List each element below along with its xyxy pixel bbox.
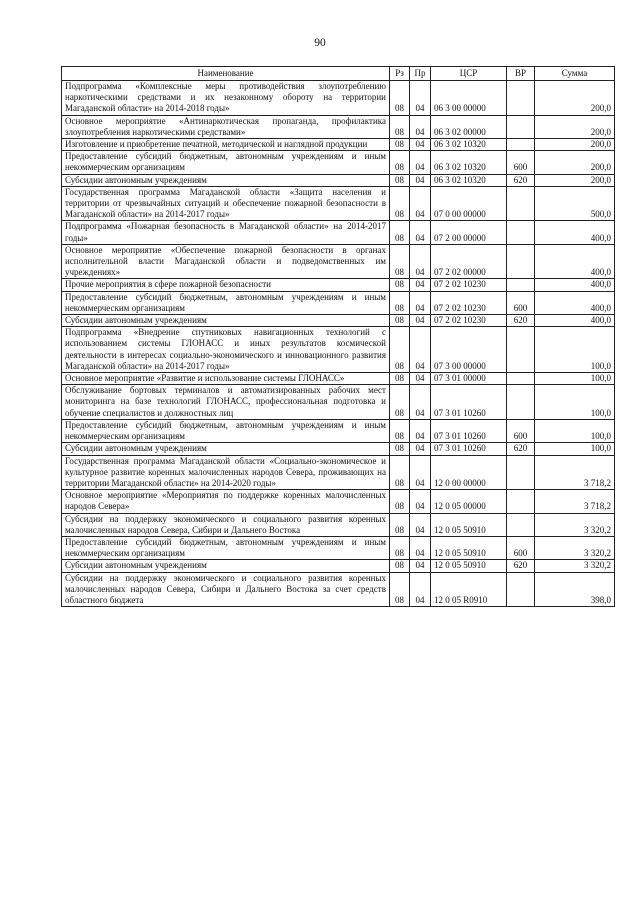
row-pr: 04 xyxy=(410,455,431,490)
row-name: Основное мероприятие «Обеспечение пожарной безопасности в органах исполнительной власти Магаданской области и подведомственных им учреждениях» xyxy=(62,244,390,279)
row-rz: 08 xyxy=(390,327,410,373)
row-name: Субсидии автономным учреждениям xyxy=(62,560,390,572)
table-row xyxy=(62,572,615,607)
row-vr: 600 xyxy=(507,291,535,314)
row-pr: 04 xyxy=(410,536,431,559)
row-sum: 500,0 xyxy=(535,186,615,221)
row-sum: 200,0 xyxy=(535,139,615,151)
row-vr xyxy=(507,186,535,221)
row-sum: 200,0 xyxy=(535,174,615,186)
row-name: Предоставление субсидий бюджетным, автономным учреждениям и иным некоммерческим организациям xyxy=(62,536,390,559)
row-sum: 3 320,2 xyxy=(535,536,615,559)
row-name: Прочие мероприятия в сфере пожарной безопасности xyxy=(62,279,390,291)
row-vr xyxy=(507,115,535,138)
row-name: Предоставление субсидий бюджетным, автономным учреждениям и иным некоммерческим организациям xyxy=(62,151,390,174)
row-csr: 07 3 01 10260 xyxy=(431,385,507,420)
table-row xyxy=(62,536,615,559)
row-sum: 200,0 xyxy=(535,151,615,174)
row-pr: 04 xyxy=(410,513,431,536)
row-vr: 620 xyxy=(507,315,535,327)
row-sum: 3 320,2 xyxy=(535,513,615,536)
table-row xyxy=(62,221,615,244)
row-rz: 08 xyxy=(390,513,410,536)
row-pr: 04 xyxy=(410,443,431,455)
row-vr: 620 xyxy=(507,560,535,572)
table-row xyxy=(62,385,615,420)
table-row xyxy=(62,560,615,572)
table-row xyxy=(62,139,615,151)
row-csr: 07 0 00 00000 xyxy=(431,186,507,221)
row-csr: 12 0 05 50910 xyxy=(431,560,507,572)
row-sum: 400,0 xyxy=(535,315,615,327)
row-pr: 04 xyxy=(410,560,431,572)
row-rz: 08 xyxy=(390,115,410,138)
row-name: Подпрограмма «Пожарная безопасность в Магаданской области» на 2014-2017 годы» xyxy=(62,221,390,244)
row-rz: 08 xyxy=(390,560,410,572)
row-sum: 400,0 xyxy=(535,244,615,279)
row-vr xyxy=(507,81,535,116)
row-sum: 398,0 xyxy=(535,572,615,607)
header-pr: Пр xyxy=(410,67,431,81)
row-rz: 08 xyxy=(390,291,410,314)
row-sum: 3 320,2 xyxy=(535,560,615,572)
row-csr: 07 3 00 00000 xyxy=(431,327,507,373)
row-csr: 06 3 02 00000 xyxy=(431,115,507,138)
table-row xyxy=(62,327,615,373)
row-rz: 08 xyxy=(390,151,410,174)
row-vr xyxy=(507,385,535,420)
row-rz: 08 xyxy=(390,186,410,221)
row-pr: 04 xyxy=(410,291,431,314)
table-row xyxy=(62,81,615,116)
row-name: Государственная программа Магаданской области «Защита населения и территории от чрезвычайных ситуаций и обеспечение пожарной безопасности в Магаданской области» на 2014-2017 годы» xyxy=(62,186,390,221)
row-sum: 200,0 xyxy=(535,81,615,116)
row-csr: 07 2 02 10230 xyxy=(431,291,507,314)
row-csr: 06 3 02 10320 xyxy=(431,174,507,186)
row-vr: 600 xyxy=(507,419,535,442)
row-sum: 100,0 xyxy=(535,419,615,442)
row-name: Субсидии автономным учреждениям xyxy=(62,315,390,327)
table-row xyxy=(62,151,615,174)
row-name: Государственная программа Магаданской области «Социально-экономическое и культурное развитие коренных малочисленных народов Севера, проживающих на территории Магаданской области» на 2014-2020 годы» xyxy=(62,455,390,490)
row-vr xyxy=(507,373,535,385)
header-sum: Сумма xyxy=(535,67,615,81)
table-row xyxy=(62,490,615,513)
table-row xyxy=(62,174,615,186)
row-rz: 08 xyxy=(390,572,410,607)
row-pr: 04 xyxy=(410,373,431,385)
row-csr: 12 0 05 00000 xyxy=(431,490,507,513)
row-sum: 400,0 xyxy=(535,279,615,291)
row-name: Субсидии автономным учреждениям xyxy=(62,443,390,455)
table-header-row xyxy=(62,67,615,81)
row-sum: 200,0 xyxy=(535,115,615,138)
header-name: Наименование xyxy=(62,67,390,81)
row-vr xyxy=(507,327,535,373)
row-pr: 04 xyxy=(410,244,431,279)
row-pr: 04 xyxy=(410,419,431,442)
row-vr: 600 xyxy=(507,536,535,559)
row-csr: 07 3 01 10260 xyxy=(431,419,507,442)
row-sum: 100,0 xyxy=(535,443,615,455)
row-pr: 04 xyxy=(410,81,431,116)
row-name: Основное мероприятие «Развитие и использование системы ГЛОНАСС» xyxy=(62,373,390,385)
row-name: Обслуживание бортовых терминалов и автоматизированных рабочих мест мониторинга на базе технологий ГЛОНАСС, профессиональная подготовка и обучение специалистов и должностных лиц xyxy=(62,385,390,420)
row-name: Подпрограмма «Внедрение спутниковых навигационных технологий с использованием системы ГЛОНАСС и иных результатов космической деятельности в интересах социально-экономического и инновационного развития Магаданской области» на 2014-2017 годы» xyxy=(62,327,390,373)
table-row xyxy=(62,244,615,279)
row-vr xyxy=(507,513,535,536)
row-vr xyxy=(507,244,535,279)
row-rz: 08 xyxy=(390,443,410,455)
row-pr: 04 xyxy=(410,174,431,186)
row-vr xyxy=(507,221,535,244)
table-row xyxy=(62,291,615,314)
row-name: Основное мероприятие «Мероприятия по поддержке коренных малочисленных народов Севера» xyxy=(62,490,390,513)
row-csr: 07 2 02 00000 xyxy=(431,244,507,279)
row-csr: 12 0 05 R0910 xyxy=(431,572,507,607)
row-rz: 08 xyxy=(390,385,410,420)
row-csr: 06 3 02 10320 xyxy=(431,139,507,151)
budget-table xyxy=(61,66,615,607)
row-pr: 04 xyxy=(410,139,431,151)
row-rz: 08 xyxy=(390,419,410,442)
row-rz: 08 xyxy=(390,174,410,186)
row-csr: 07 3 01 10260 xyxy=(431,443,507,455)
row-name: Основное мероприятие «Антинаркотическая пропаганда, профилактика злоупотребления наркотическими средствами» xyxy=(62,115,390,138)
row-csr: 07 3 01 00000 xyxy=(431,373,507,385)
row-sum: 100,0 xyxy=(535,373,615,385)
row-sum: 400,0 xyxy=(535,221,615,244)
row-rz: 08 xyxy=(390,244,410,279)
row-pr: 04 xyxy=(410,572,431,607)
row-rz: 08 xyxy=(390,315,410,327)
row-name: Изготовление и приобретение печатной, методической и наглядной продукции xyxy=(62,139,390,151)
row-pr: 04 xyxy=(410,385,431,420)
row-name: Субсидии на поддержку экономического и социального развития коренных малочисленных народов Севера, Сибири и Дальнего Востока xyxy=(62,513,390,536)
row-pr: 04 xyxy=(410,279,431,291)
header-csr: ЦСР xyxy=(431,67,507,81)
table-row xyxy=(62,115,615,138)
row-csr: 07 2 02 10230 xyxy=(431,279,507,291)
table-row xyxy=(62,186,615,221)
row-sum: 100,0 xyxy=(535,385,615,420)
row-vr: 620 xyxy=(507,443,535,455)
row-name: Субсидии на поддержку экономического и социального развития коренных малочисленных народов Севера, Сибири и Дальнего Востока за счет средств областного бюджета xyxy=(62,572,390,607)
row-pr: 04 xyxy=(410,115,431,138)
table-row xyxy=(62,419,615,442)
row-name: Предоставление субсидий бюджетным, автономным учреждениям и иным некоммерческим организациям xyxy=(62,419,390,442)
table-row xyxy=(62,373,615,385)
table-row xyxy=(62,315,615,327)
row-sum: 100,0 xyxy=(535,327,615,373)
row-csr: 12 0 05 50910 xyxy=(431,536,507,559)
row-vr xyxy=(507,139,535,151)
row-csr: 06 3 00 00000 xyxy=(431,81,507,116)
table-row xyxy=(62,455,615,490)
row-rz: 08 xyxy=(390,221,410,244)
row-csr: 12 0 00 00000 xyxy=(431,455,507,490)
row-vr: 620 xyxy=(507,174,535,186)
row-sum: 400,0 xyxy=(535,291,615,314)
row-csr: 06 3 02 10320 xyxy=(431,151,507,174)
row-pr: 04 xyxy=(410,327,431,373)
row-vr: 600 xyxy=(507,151,535,174)
row-pr: 04 xyxy=(410,186,431,221)
page-number: 90 xyxy=(314,37,326,49)
row-sum: 3 718,2 xyxy=(535,455,615,490)
row-rz: 08 xyxy=(390,279,410,291)
row-rz: 08 xyxy=(390,455,410,490)
row-rz: 08 xyxy=(390,139,410,151)
row-rz: 08 xyxy=(390,490,410,513)
row-rz: 08 xyxy=(390,373,410,385)
table-row xyxy=(62,513,615,536)
row-pr: 04 xyxy=(410,490,431,513)
row-vr xyxy=(507,572,535,607)
row-vr xyxy=(507,279,535,291)
table-row xyxy=(62,279,615,291)
row-vr xyxy=(507,455,535,490)
header-vr: ВР xyxy=(507,67,535,81)
row-pr: 04 xyxy=(410,221,431,244)
row-csr: 12 0 05 50910 xyxy=(431,513,507,536)
row-pr: 04 xyxy=(410,151,431,174)
header-rz: Рз xyxy=(390,67,410,81)
row-name: Предоставление субсидий бюджетным, автономным учреждениям и иным некоммерческим организациям xyxy=(62,291,390,314)
row-name: Подпрограмма «Комплексные меры противодействия злоупотреблению наркотическими средствами и их незаконному обороту на территории Магаданской области» на 2014-2018 годы» xyxy=(62,81,390,116)
row-csr: 07 2 00 00000 xyxy=(431,221,507,244)
row-rz: 08 xyxy=(390,536,410,559)
row-pr: 04 xyxy=(410,315,431,327)
row-sum: 3 718,2 xyxy=(535,490,615,513)
table-row xyxy=(62,443,615,455)
row-vr xyxy=(507,490,535,513)
row-rz: 08 xyxy=(390,81,410,116)
row-name: Субсидии автономным учреждениям xyxy=(62,174,390,186)
row-csr: 07 2 02 10230 xyxy=(431,315,507,327)
